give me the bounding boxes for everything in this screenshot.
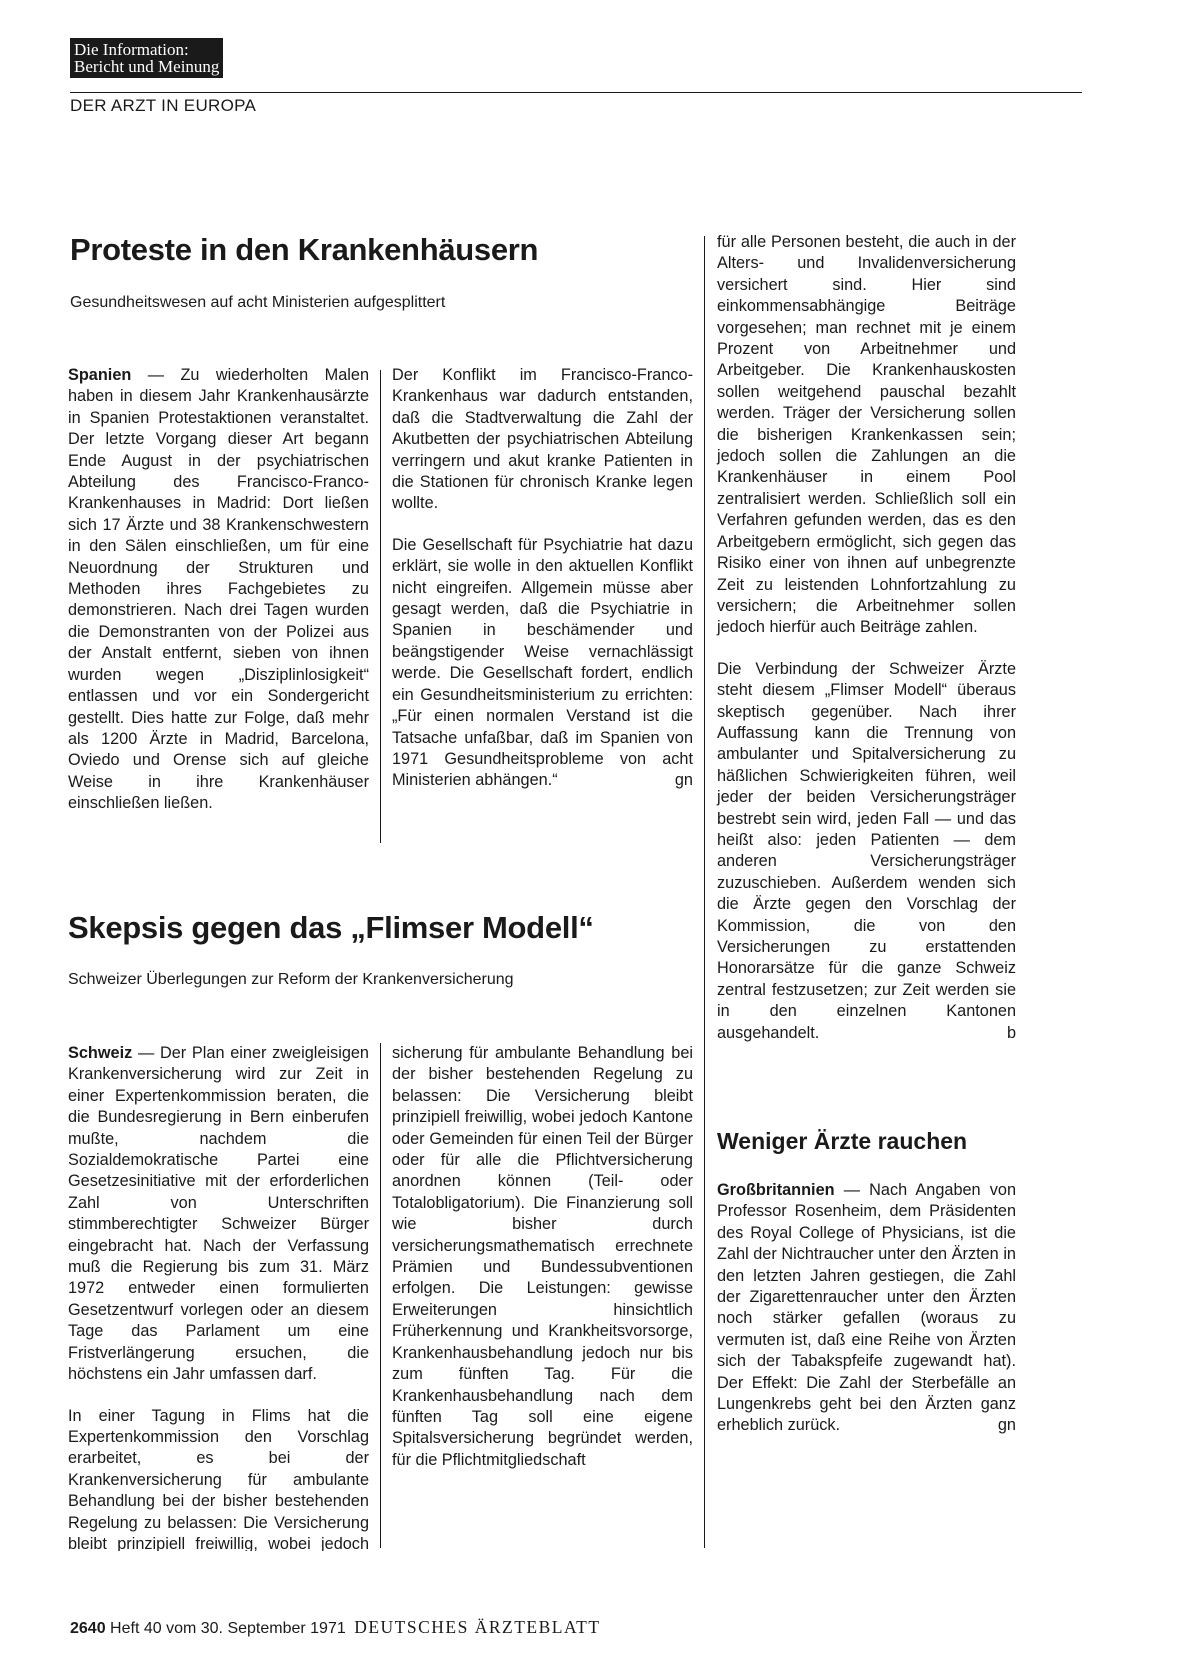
article2-column3: für alle Personen besteht, die auch in der Alters- und Invalidenversicherung versichert sind. Hier sind einkommensabhängige Beiträge vorgesehen; man rechnet mit je einem Prozent von Arbeitnehmer und Arbeitgeber. Die Krankenhauskosten sollen weitgehend pauschal bezahlt werden. Träger der Versicherung sollen die bisherigen Krankenkassen sein; jedoch sollen die Zahlungen an die Krankenhäuser in einem Pool zentralisiert werden. Schließlich soll ein Verfahren gefunden werden, das es den Arbeitgebern ermöglicht, sich gegen das Risiko einer von ihnen auf unbegrenzte Zeit zu leistenden Lohnfortzahlung zu versichern; die Arbeitnehmer sollen jedoch hierfür auch Beiträge zahlen. Die Verbindung der Schweizer Ärzte steht diesem „Flimser Modell“ überaus skeptisch gegenüber. Nach ihrer Auffassung kann die Trennung von ambulanter und Spitalversicherung zu häßlichen Schwierigkeiten führen, weil jeder der beiden Versicherungsträger bestrebt sein wird, jeden Fall — und das heißt also: jeden Patienten — dem anderen Versicherungsträger zuzuschieben. Außerdem wenden sich die Ärzte gegen den Vorschlag der Kommission, die von den Versicherungen zu erstattenden Honorarsätze für die ganze Schweiz zentral festzusetzen; zur Zeit werden sie in den einzelnen Kantonen ausgehandelt. b xyxy=(717,232,1016,1064)
article1-column1 xyxy=(68,365,369,835)
article1-paragraph1: — Zu wiederholten Malen haben in diesem Jahr Krankenhausärzte in Spanien Protestaktionen veranstaltet. Der letzte Vorgang dieser Art begann Ende August in der psychiatrischen Abteilung des Francisco-Franco-Krankenhauses in Madrid: Dort ließen sich 17 Ärzte und 38 Krankenschwestern in den Sälen einschließen, um für eine Neuordnung der Strukturen und Methoden ihres Fachgebietes zu demonstrieren. Nach drei Tagen wurden die Demonstranten von der Polizei aus der Anstalt entfernt, sieben von ihnen wurden wegen „Disziplinlosigkeit“ entlassen und vor ein Sondergericht gestellt. Dies hatte zur Folge, daß mehr als 1200 Ärzte in Madrid, Barcelona, Oviedo und Orense sich auf gleiche Weise in ihre Krankenhäuser einschließen ließen. xyxy=(68,366,369,813)
issue-info: Heft 40 vom 30. September 1971 xyxy=(110,1620,346,1637)
article1-subtitle: Gesundheitswesen auf acht Ministerien aufgesplittert xyxy=(70,294,446,311)
article3-lead-label: Großbritannien xyxy=(717,1181,835,1199)
masthead: DEUTSCHES ÄRZTEBLATT xyxy=(354,1617,601,1637)
article3-column xyxy=(717,1180,1016,1457)
article1-paragraph3: Die Gesellschaft für Psychiatrie hat dazu erklärt, sie wolle in den aktuellen Konflikt nicht eingreifen. Allgemein müsse aber gesagt werden, daß die Psychiatrie in Spanien in beschämender und beängstigender Weise vernachlässigt werde. Die Gesellschaft fordert, endlich ein Gesundheitsministerium zu errichten: „Für einen normalen Verstand ist die Tatsache unfaßbar, daß im Spanien von 1971 Gesundheitsprobleme von acht Ministerien abhängen.“ xyxy=(392,535,693,790)
top-rule xyxy=(70,92,1082,93)
article2-column2: sicherung für ambulante Behandlung bei der bisher bestehenden Regelung zu belassen: Die Versicherung bleibt prinzipiell freiwillig, wobei jedoch Kantone oder Gemeinden für einen Teil der Bürger oder für alle die Pflichtversicherung anordnen können (Teil- oder Totalobligatorium). Die Finanzierung soll wie bisher durch versicherungsmathematisch errechnete Prämien und Bundessubventionen erfolgen. Die Leistungen: gewisse Erweiterungen hinsichtlich Früherkennung und Krankheitsvorsorge, Krankenhausbehandlung jedoch nur bis zum fünften Tag. Für die Krankenhausbehandlung nach dem fünften Tag soll eine eigene Spitalsversicherung begründet werden, für die Pflichtmitgliedschaft xyxy=(392,1044,693,1469)
page-footer xyxy=(70,1617,601,1638)
section-label-line1: Die Information: xyxy=(74,40,189,59)
column-divider xyxy=(380,1043,381,1548)
article2-subtitle: Schweizer Überlegungen zur Reform der Krankenversicherung xyxy=(68,971,514,988)
section-kicker: DER ARZT IN EUROPA xyxy=(70,96,257,115)
section-label-line2: Bericht und Meinung xyxy=(74,57,220,76)
article2-paragraph3: Die Verbindung der Schweizer Ärzte steht diesem „Flimser Modell“ überaus skeptisch gegenüber. Nach ihrer Auffassung kann die Trennung von ambulanter und Spitalversicherung zu häßlichen Schwierigkeiten führen, weil jeder der beiden Versicherungsträger bestrebt sein wird, jeden Fall — und das heißt also: jeden Patienten — dem anderen Versicherungsträger zuzuschieben. Außerdem wenden sich die Ärzte gegen den Vorschlag der Kommission, die von den Versicherungen zu erstattenden Honorarsätze für die ganze Schweiz zentral festzusetzen; zur Zeit werden sie in den einzelnen Kantonen ausgehandelt. xyxy=(717,659,1016,1042)
article2-signature: b xyxy=(1006,1023,1016,1042)
article1-column2 xyxy=(392,365,693,792)
column-divider xyxy=(380,370,381,843)
article3-paragraph1: — Nach Angaben von Professor Rosenheim, dem Präsidenten des Royal College of Physicians, ist die Zahl der Nichtraucher unter den Ärzten in den letzten Jahren gestiegen, die Zahl der Zigarettenraucher unter den Ärzten noch stärker gefallen (woraus zu vermuten ist, daß eine Reihe von Ärzten sich der Tabakspfeife zugewandt hat). Der Effekt: Die Zahl der Sterbefälle an Lungenkrebs geht bei den Ärzten ganz erheblich zurück. xyxy=(717,1181,1017,1435)
article3-signature: gn xyxy=(997,1416,1016,1435)
article3-title: Weniger Ärzte rauchen xyxy=(717,1128,968,1154)
article2-column1 xyxy=(68,1043,369,1551)
article2-paragraph2: In einer Tagung in Flims hat die Expertenkommission den Vorschlag erarbeitet, es bei der Krankenversicherung für ambulante Behandlung bei der bisher bestehenden Regelung zu belassen: Die Versicherung bleibt prinzipiell freiwillig, wobei jedoch xyxy=(68,1406,369,1551)
article2-title: Skepsis gegen das „Flimser Modell“ xyxy=(68,910,594,945)
column-divider xyxy=(704,236,705,1548)
article1-title: Proteste in den Krankenhäusern xyxy=(70,232,539,267)
article1-signature: gn xyxy=(674,771,693,790)
article1-paragraph2: Der Konflikt im Francisco-Franco-Krankenhaus war dadurch entstanden, daß die Stadtverwaltung die Zahl der Akutbetten der psychiatrischen Abteilung verringern und akut kranke Patienten in die Stationen für chronisch Kranke legen wollte. xyxy=(392,366,693,513)
article2-paragraph1: — Der Plan einer zweigleisigen Krankenversicherung wird zur Zeit in einer Expertenkommission beraten, die die Bundesregierung in Bern einberufen mußte, nachdem die Sozialdemokratische Partei eine Gesetzesinitiative mit der erforderlichen Zahl von Unterschriften stimmberechtigter Schweizer Bürger eingebracht hat. Nach der Verfassung muß die Regierung bis zum 31. März 1972 entweder einen formulierten Gesetzentwurf vorlegen oder an diesem Tage das Parlament um eine Fristverlängerung ersuchen, die höchstens ein Jahr umfassen darf. xyxy=(68,1044,369,1384)
article2-lead-label: Schweiz xyxy=(68,1044,133,1062)
page-number: 2640 xyxy=(70,1620,106,1637)
article1-lead-label: Spanien xyxy=(68,366,132,384)
section-label xyxy=(70,38,223,78)
